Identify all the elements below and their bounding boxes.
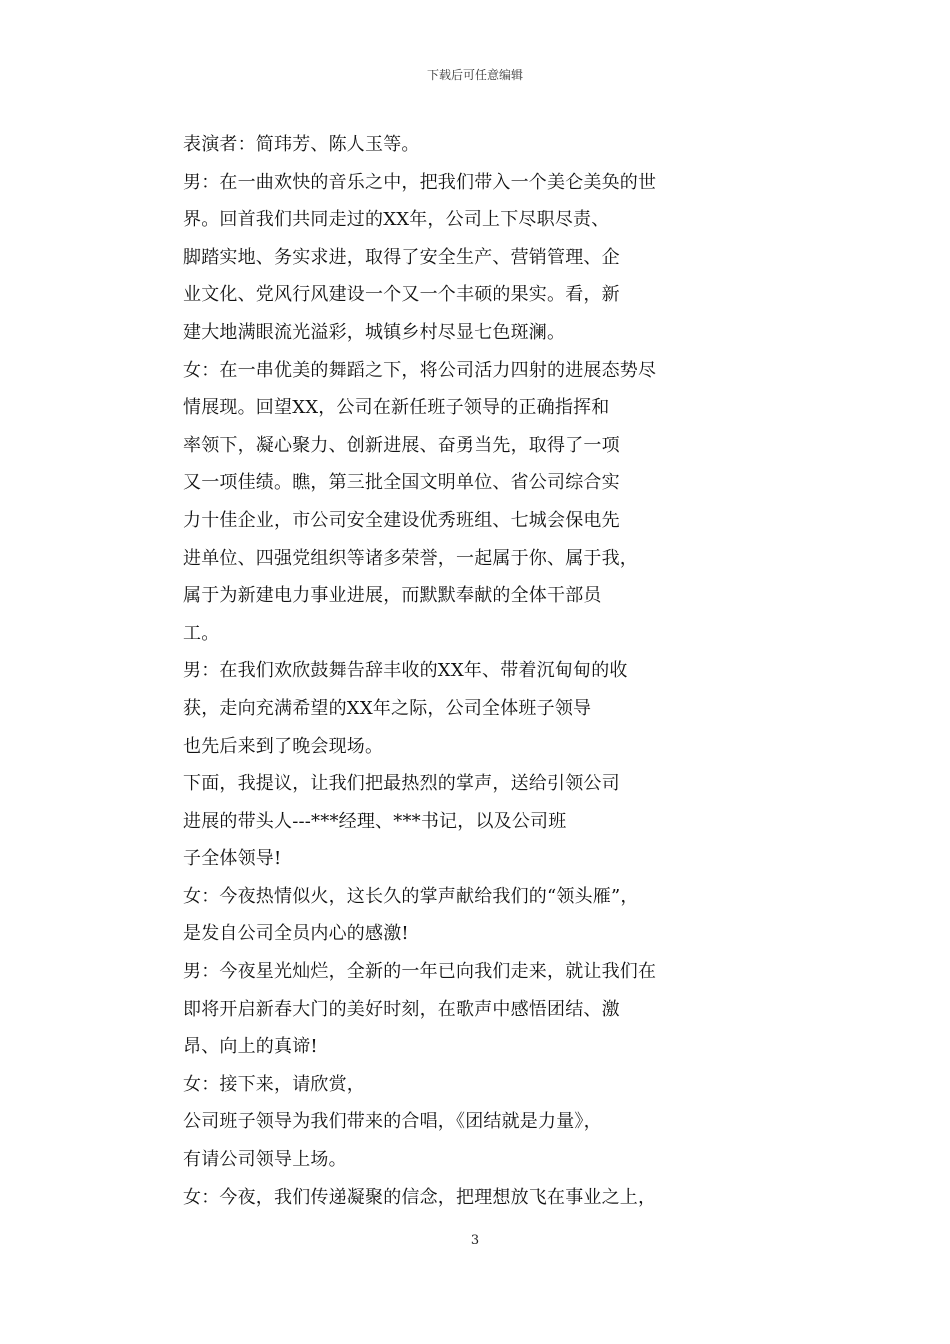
text-line: 情展现。回望XX，公司在新任班子领导的正确指挥和 bbox=[183, 397, 610, 419]
text-line: 力十佳企业，市公司安全建设优秀班组、七城会保电先 bbox=[183, 509, 620, 531]
text-line: 率领下，凝心聚力、创新进展、奋勇当先，取得了一项 bbox=[183, 434, 620, 456]
text-line: 男：在一曲欢快的音乐之中，把我们带入一个美仑美奂的世 bbox=[183, 171, 657, 193]
text-line: 工。 bbox=[183, 622, 220, 644]
text-line: 进展的带头人---***经理、***书记，以及公司班 bbox=[183, 810, 567, 832]
page-number: 3 bbox=[470, 1233, 480, 1248]
text-line: 获，走向充满希望的XX年之际，公司全体班子领导 bbox=[183, 697, 592, 719]
text-line: 子全体领导! bbox=[183, 848, 282, 870]
text-line: 属于为新建电力事业进展，而默默奉献的全体干部员 bbox=[183, 585, 602, 607]
text-line: 建大地满眼流光溢彩，城镇乡村尽显七色斑澜。 bbox=[183, 321, 566, 343]
text-line: 女：在一串优美的舞蹈之下，将公司活力四射的进展态势尽 bbox=[183, 359, 657, 381]
page-header: 下载后可任意编辑 bbox=[426, 68, 523, 82]
text-line: 业文化、党风行风建设一个又一个丰硕的果实。看，新 bbox=[183, 284, 620, 306]
text-line: 女：今夜，我们传递凝聚的信念，把理想放飞在事业之上， bbox=[183, 1186, 657, 1208]
text-line: 是发自公司全员内心的感激! bbox=[183, 923, 409, 945]
text-line: 界。回首我们共同走过的XX年，公司上下尽职尽责、 bbox=[183, 209, 610, 231]
text-line: 即将开启新春大门的美好时刻，在歌声中感悟团结、激 bbox=[183, 998, 620, 1020]
text-line: 表演者：简玮芳、陈人玉等。 bbox=[183, 134, 420, 155]
text-line: 又一项佳绩。瞧，第三批全国文明单位、省公司综合实 bbox=[183, 472, 620, 494]
document-body bbox=[183, 126, 703, 1216]
text-line: 昂、向上的真谛! bbox=[183, 1036, 318, 1058]
text-line: 女：今夜热情似火，这长久的掌声献给我们的“领头雁”， bbox=[183, 885, 639, 907]
text-line: 进单位、四强党组织等诸多荣誉，一起属于你、属于我， bbox=[183, 547, 638, 569]
text-line: 女：接下来，请欣赏， bbox=[183, 1073, 365, 1095]
text-line: 下面，我提议，让我们把最热烈的掌声，送给引领公司 bbox=[183, 773, 620, 795]
text-line: 有请公司领导上场。 bbox=[183, 1149, 347, 1171]
text-line: 公司班子领导为我们带来的合唱，《团结就是力量》， bbox=[183, 1111, 602, 1133]
text-line: 男：在我们欢欣鼓舞告辞丰收的XX年、带着沉甸甸的收 bbox=[183, 660, 628, 682]
text-line: 男：今夜星光灿烂，全新的一年已向我们走来，就让我们在 bbox=[183, 961, 657, 983]
text-line: 脚踏实地、务实求进，取得了安全生产、营销管理、企 bbox=[183, 246, 620, 268]
text-line: 也先后来到了晚会现场。 bbox=[183, 735, 384, 757]
